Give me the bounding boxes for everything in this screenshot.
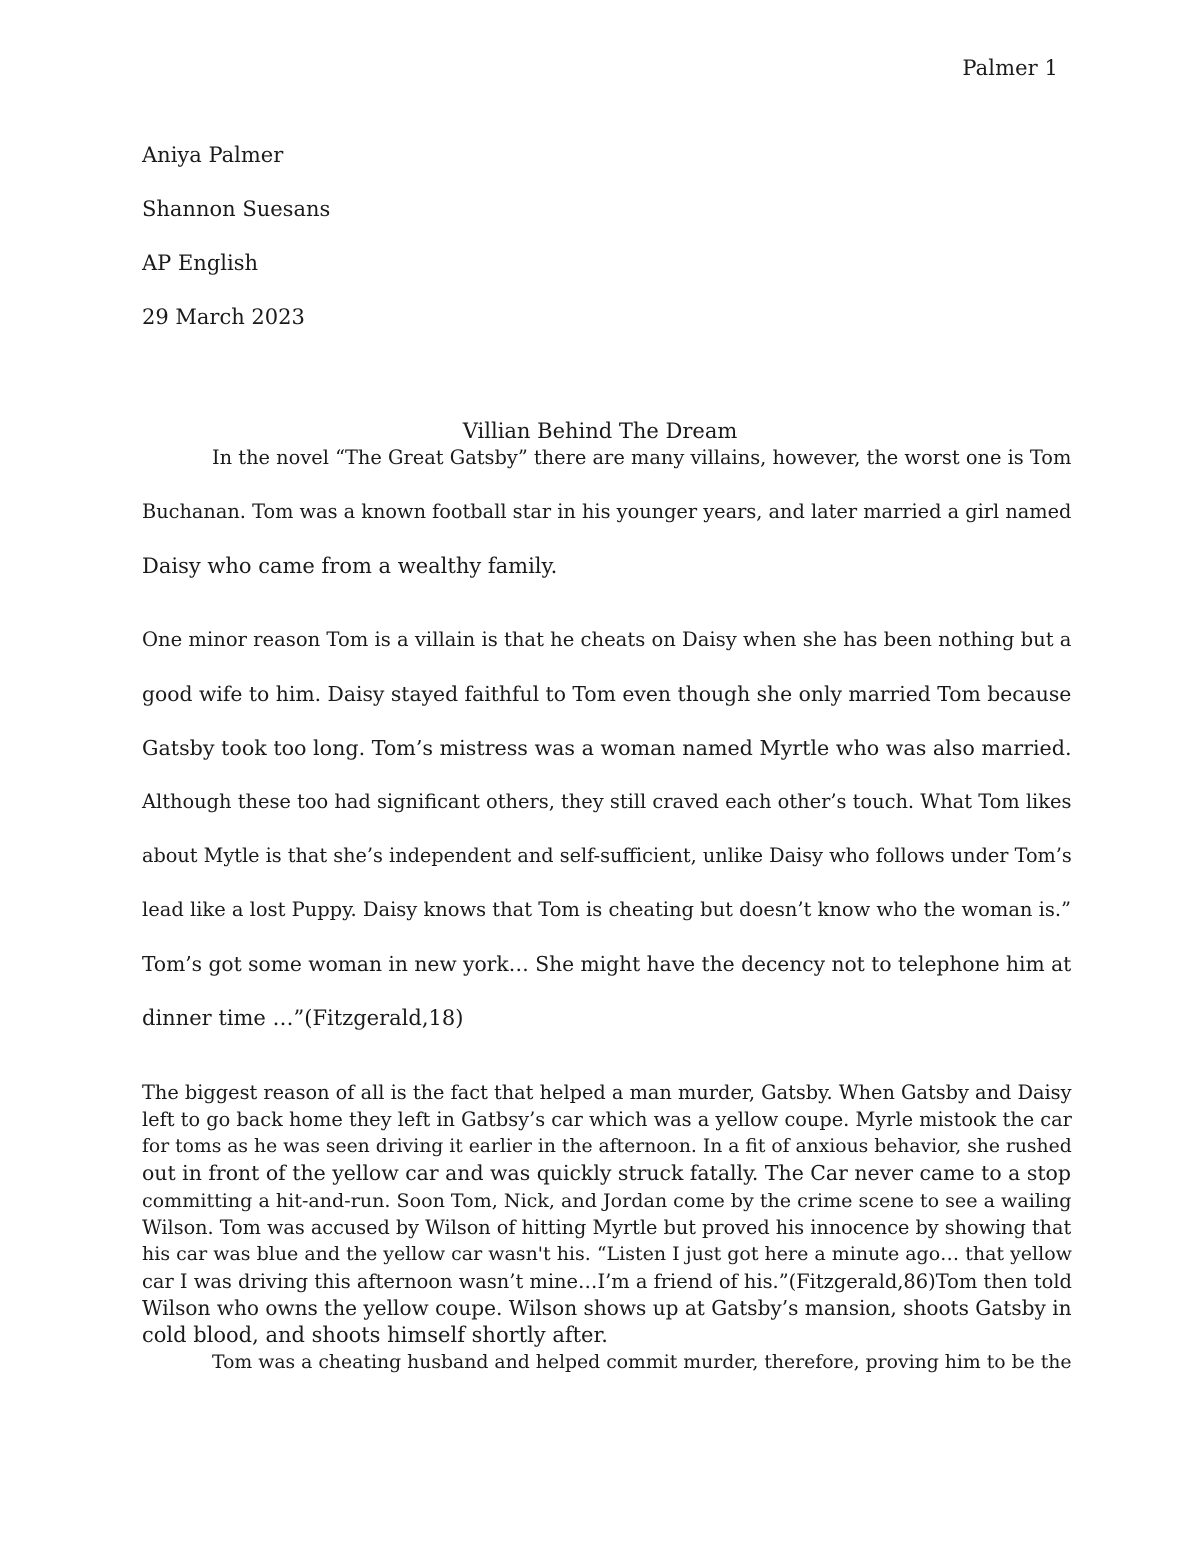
paragraph-line: good wife to him. Daisy stayed faithful to Tom even though she only married Tom because [142, 682, 1072, 706]
intro-paragraph [142, 431, 1072, 593]
essay-title: Villian Behind The Dream [462, 419, 738, 443]
essay-date: 29 March 2023 [142, 305, 305, 329]
paragraph-line: Wilson who owns the yellow coupe. Wilson shows up at Gatsby’s mansion, shoots Gatsby in [142, 1296, 1072, 1320]
body-paragraph-2 [142, 1079, 1072, 1376]
paragraph-line: One minor reason Tom is a villain is that he cheats on Daisy when she has been nothing but a [142, 628, 1072, 651]
paragraph-line: car I was driving this afternoon wasn’t mine…I’m a friend of his.”(Fitzgerald,86)Tom then told [142, 1270, 1072, 1293]
paragraph-line: Daisy who came from a wealthy family. [142, 554, 558, 578]
page-header-number: Palmer 1 [962, 56, 1058, 80]
paragraph-line: his car was blue and the yellow car wasn't his. “Listen I just got here a minute ago… that yellow [142, 1243, 1072, 1265]
paragraph-line: Buchanan. Tom was a known football star in his younger years, and later married a girl named [142, 500, 1072, 523]
course-name: AP English [142, 251, 259, 275]
paragraph-line: The biggest reason of all is the fact that helped a man murder, Gatsby. When Gatsby and Daisy [142, 1081, 1072, 1104]
paragraph-line: Gatsby took too long. Tom’s mistress was a woman named Myrtle who was also married. [142, 736, 1072, 760]
paragraph-line: Although these too had significant others, they still craved each other’s touch. What Tom likes [142, 790, 1072, 813]
paragraph-line: Tom’s got some woman in new york… She might have the decency not to telephone him at [142, 952, 1072, 976]
body-paragraph-1 [142, 613, 1072, 1045]
paragraph-line: about Mytle is that she’s independent and self-sufficient, unlike Daisy who follows under Tom’s [142, 844, 1072, 867]
paragraph-line: In the novel “The Great Gatsby” there are many villains, however, the worst one is Tom [212, 446, 1072, 469]
student-name: Aniya Palmer [142, 143, 284, 167]
paragraph-line: Wilson. Tom was accused by Wilson of hitting Myrtle but proved his innocence by showing that [142, 1216, 1072, 1239]
paragraph-line: cold blood, and shoots himself shortly after. [142, 1323, 608, 1347]
paragraph-line: for toms as he was seen driving it earlier in the afternoon. In a fit of anxious behavior, she rushed [142, 1136, 1072, 1157]
paragraph-line: lead like a lost Puppy. Daisy knows that Tom is cheating but doesn’t know who the woman is.” [142, 898, 1071, 921]
paragraph-line: committing a hit-and-run. Soon Tom, Nick, and Jordan come by the crime scene to see a wailing [142, 1189, 1072, 1212]
paragraph-line: left to go back home they left in Gatbsy’s car which was a yellow coupe. Myrle mistook the car [142, 1108, 1072, 1131]
teacher-name: Shannon Suesans [142, 197, 331, 221]
paragraph-line: dinner time …”(Fitzgerald,18) [142, 1006, 464, 1030]
conclusion-line: Tom was a cheating husband and helped commit murder, therefore, proving him to be the [212, 1352, 1072, 1373]
paragraph-line: out in front of the yellow car and was quickly struck fatally. The Car never came to a stop [142, 1161, 1071, 1185]
